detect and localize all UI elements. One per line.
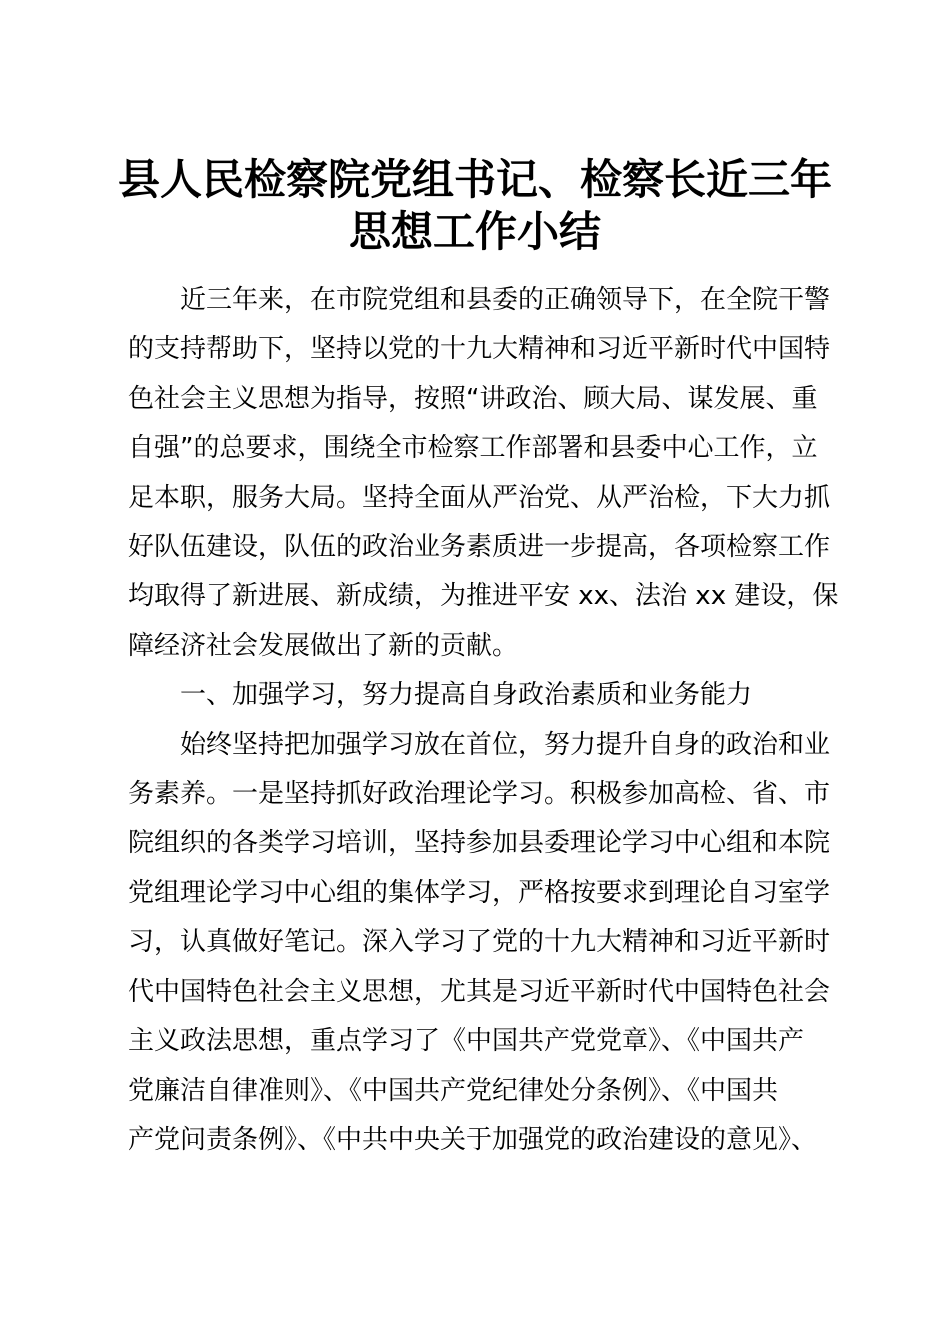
text-line: 产党问责条例》、《中共中央关于加强党的政治建设的意见》、 (128, 1124, 818, 1155)
text-line: 院组织的各类学习培训，坚持参加县委理论学习中心组和本院 (128, 828, 831, 859)
document-title-line-2: 思想工作小结 (348, 207, 601, 256)
text-line: 近三年来，在市院党组和县委的正确领导下，在全院干警 (180, 285, 831, 315)
text-line: 始终坚持把加强学习放在首位，努力提升自身的政治和业 (180, 729, 831, 760)
text-line: 障经济社会发展做出了新的贡献。 (128, 630, 519, 661)
text-line: 自强”的总要求，围绕全市检察工作部署和县委中心工作，立 (128, 433, 818, 464)
text-line: 的支持帮助下，坚持以党的十九大精神和习近平新时代中国特 (128, 334, 831, 365)
document-body (128, 276, 839, 1165)
text-line: 均取得了新进展、新成绩，为推进平安 xx、法治 xx 建设，保 (128, 581, 839, 612)
document-title-line-1: 县人民检察院党组书记、检察长近三年 (117, 155, 832, 204)
text-line: 代中国特色社会主义思想，尤其是习近平新时代中国特色社会 (128, 976, 831, 1007)
text-line: 务素养。一是坚持抓好政治理论学习。积极参加高检、省、市 (128, 779, 831, 810)
text-line: 主义政法思想，重点学习了《中国共产党党章》、《中国共产 (128, 1026, 805, 1057)
text-line: 好队伍建设，队伍的政治业务素质进一步提高，各项检察工作 (128, 532, 831, 563)
paragraph-study (128, 721, 831, 1166)
text-line: 习，认真做好笔记。深入学习了党的十九大精神和习近平新时 (128, 927, 831, 958)
text-line: 党廉洁自律准则》、《中国共产党纪律处分条例》、《中国共 (128, 1075, 779, 1106)
paragraph-intro (128, 276, 839, 671)
text-line: 色社会主义思想为指导，按照“讲政治、顾大局、谋发展、重 (128, 383, 818, 414)
section-heading-text: 一、加强学习，努力提高自身政治素质和业务能力 (180, 680, 753, 711)
section-heading-1 (128, 671, 828, 720)
text-line: 党组理论学习中心组的集体学习，严格按要求到理论自习室学 (128, 877, 831, 908)
text-line: 足本职，服务大局。坚持全面从严治党、从严治检，下大力抓 (128, 482, 831, 513)
